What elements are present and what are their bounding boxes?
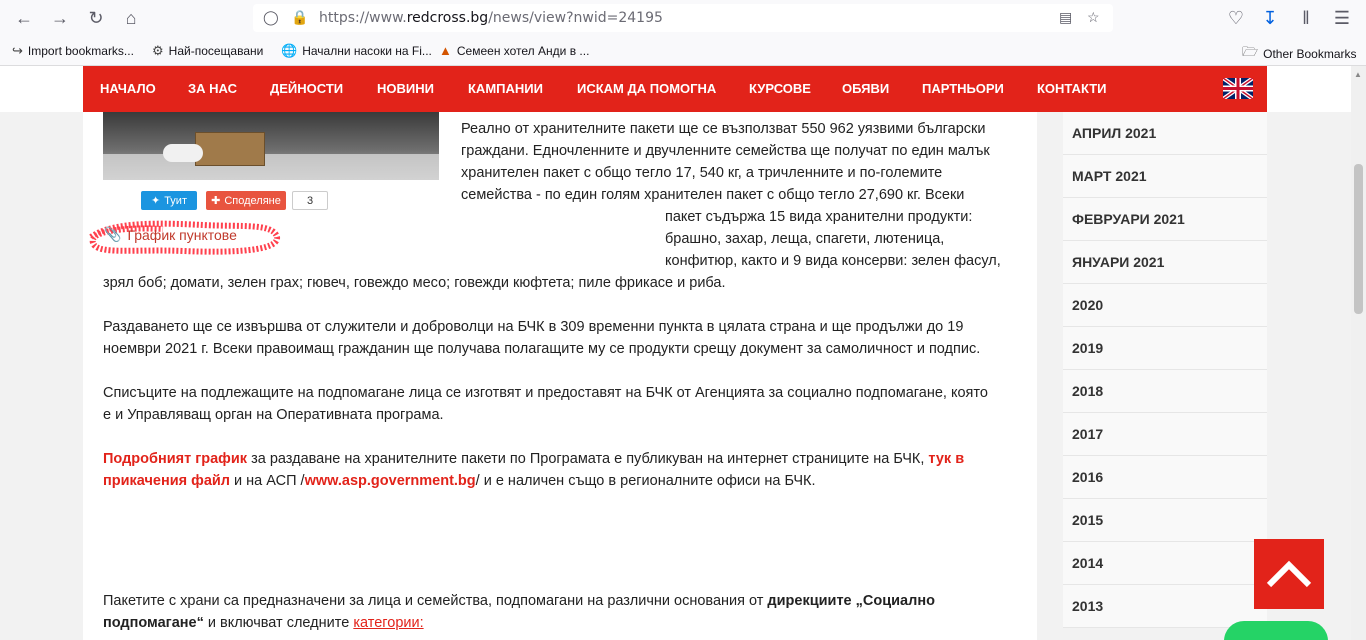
hotel-favicon-icon: ▲ <box>439 43 452 58</box>
archive-item[interactable]: 2015 <box>1063 499 1267 542</box>
plus-icon: ✚ <box>211 195 221 207</box>
article-content <box>83 112 1037 640</box>
reload-icon[interactable]: ↻ <box>88 7 104 28</box>
scroll-to-top-button[interactable] <box>1254 539 1324 609</box>
home-icon[interactable]: ⌂ <box>125 7 137 28</box>
nav-ads[interactable]: ОБЯВИ <box>842 81 890 96</box>
shield-icon[interactable]: ◯ <box>263 9 279 25</box>
asp-link[interactable]: www.asp.government.bg <box>304 473 476 489</box>
archive-item[interactable]: 2019 <box>1063 327 1267 370</box>
bookmark-most-visited[interactable]: ⚙ Най-посещавани <box>152 43 264 58</box>
main-navigation <box>83 66 1267 112</box>
archive-item[interactable]: ЯНУАРИ 2021 <box>1063 241 1267 284</box>
back-arrow-icon[interactable]: ← <box>15 7 33 28</box>
bookmark-getting-started[interactable]: 🌐 Начални насоки на Fi... <box>281 43 432 58</box>
archive-item[interactable]: 2017 <box>1063 413 1267 456</box>
bookmark-hotel[interactable]: ▲ Семеен хотел Анди в ... <box>439 43 590 58</box>
reader-view-icon[interactable]: ▤ <box>1059 9 1073 25</box>
archive-item[interactable]: ФЕВРУАРИ 2021 <box>1063 198 1267 241</box>
scrollbar-thumb[interactable] <box>1354 164 1363 314</box>
paragraph-1-end: зрял боб; домати, зелен грах; гювеч, говеждо месо; говежди кюфтета; пиле фрикасе и риба. <box>103 275 726 291</box>
detailed-schedule-link[interactable]: Подробният график <box>103 451 248 467</box>
categories-link[interactable]: категории: <box>353 615 424 631</box>
library-icon[interactable]: ‖ <box>1302 7 1310 28</box>
nav-activities[interactable]: ДЕЙНОСТИ <box>270 81 344 96</box>
bookmark-star-icon[interactable]: ☆ <box>1087 9 1100 25</box>
nav-news[interactable]: НОВИНИ <box>377 81 434 96</box>
address-bar[interactable] <box>253 4 1113 32</box>
nav-partners[interactable]: ПАРТНЬОРИ <box>922 81 1004 96</box>
other-bookmarks[interactable]: 🗁 Other Bookmarks <box>1242 43 1357 65</box>
web-page <box>0 66 1366 640</box>
paragraph-4: Подробният график за раздаване на хранителните пакети по Програмата е публикуван на интернет страниците на БЧК, тук в прикачения файл и на АСП /www.asp.government.bg/ и е наличен също в регионалните офиси на БЧК. <box>103 451 965 489</box>
import-icon: ↪ <box>12 43 23 58</box>
forward-arrow-icon[interactable]: → <box>51 7 69 28</box>
globe-icon: 🌐 <box>281 43 298 58</box>
paragraph-1-right: Реално от хранителните пакети ще се възползват 550 962 уязвими български граждани. Едночленните и двучленните семейства ще получат по един малък хранителен пакет с общо тегло 17, 540 кг, а тричленните и по-големите семейства - по един голям хранителен пакет с общо тегло 27,690 кг. Всеки <box>461 121 990 203</box>
archive-item[interactable]: МАРТ 2021 <box>1063 155 1267 198</box>
uk-flag-icon[interactable] <box>1223 78 1253 99</box>
archive-item[interactable]: 2014 <box>1063 542 1267 585</box>
archive-item[interactable]: 2013 <box>1063 585 1267 628</box>
gear-icon: ⚙ <box>152 43 164 58</box>
bookmarks-bar <box>0 36 1366 66</box>
nav-home[interactable]: НАЧАЛО <box>100 81 156 96</box>
here-link[interactable]: тук в <box>928 451 965 467</box>
pocket-icon[interactable]: ♡ <box>1227 7 1245 28</box>
bookmark-import[interactable]: ↪ Import bookmarks... <box>12 43 134 58</box>
menu-icon[interactable]: ☰ <box>1333 7 1351 28</box>
archive-item[interactable]: 2018 <box>1063 370 1267 413</box>
attachment <box>83 215 283 259</box>
nav-about[interactable]: ЗА НАС <box>188 81 237 96</box>
attachment-link[interactable]: 📎 График пунктове <box>104 226 237 243</box>
folder-icon: 🗁 <box>1242 44 1259 59</box>
share-button[interactable]: ✚ Споделяне <box>206 191 286 210</box>
lock-icon[interactable]: 🔒 <box>291 9 309 25</box>
chat-widget-button[interactable] <box>1224 621 1328 640</box>
paragraph-1-indented: пакет съдържа 15 вида хранителни продукти: брашно, захар, леща, спагети, лютеница, конфитюр, както и 9 вида консерви: зелен фасул, <box>665 209 1001 269</box>
archive-item[interactable]: АПРИЛ 2021 <box>1063 112 1267 155</box>
nav-campaigns[interactable]: КАМПАНИИ <box>468 81 543 96</box>
downloads-icon[interactable]: ↧ <box>1262 7 1278 28</box>
attached-file-link[interactable]: прикачения файл <box>103 473 231 489</box>
paragraph-2: Раздаването ще се извършва от служители и доброволци на БЧК в 309 временни пункта в цялата страна и ще продължи до 19 ноември 2021 г. Всеки правоимащ гражданин ще получава полагащите му се продукти срещу документ за самоличност и подпис. <box>103 319 981 357</box>
chevron-up-icon <box>1265 559 1313 589</box>
scroll-up-arrow-icon[interactable]: ▲ <box>1354 70 1362 79</box>
archive-item[interactable]: 2020 <box>1063 284 1267 327</box>
nav-help[interactable]: ИСКАМ ДА ПОМОГНА <box>577 81 717 96</box>
paperclip-icon: 📎 <box>104 226 122 242</box>
nav-courses[interactable]: КУРСОВЕ <box>749 81 811 96</box>
article-photo <box>103 112 439 180</box>
archive-item[interactable]: 2016 <box>1063 456 1267 499</box>
share-count: 3 <box>292 191 328 210</box>
tweet-button[interactable]: ✦ Туит <box>141 191 197 210</box>
url-text[interactable]: https://www.redcross.bg/news/view?nwid=24195 <box>319 10 663 26</box>
paragraph-3: Списъците на подлежащите на подпомагане лица се изготвят и предоставят на БЧК от Агенцията за социално подпомагане, която е и Управляващ орган на Оперативната програма. <box>103 385 988 423</box>
browser-toolbar <box>0 0 1366 36</box>
archive-sidebar <box>1063 112 1267 628</box>
page-scrollbar[interactable] <box>1351 66 1366 640</box>
paragraph-5: Пакетите с храни са предназначени за лица и семейства, подпомагани на различни основания от дирекциите „Социално подпомагане“ и включват следните категории: <box>103 593 935 631</box>
nav-contacts[interactable]: КОНТАКТИ <box>1037 81 1107 96</box>
twitter-bird-icon: ✦ <box>150 195 161 207</box>
